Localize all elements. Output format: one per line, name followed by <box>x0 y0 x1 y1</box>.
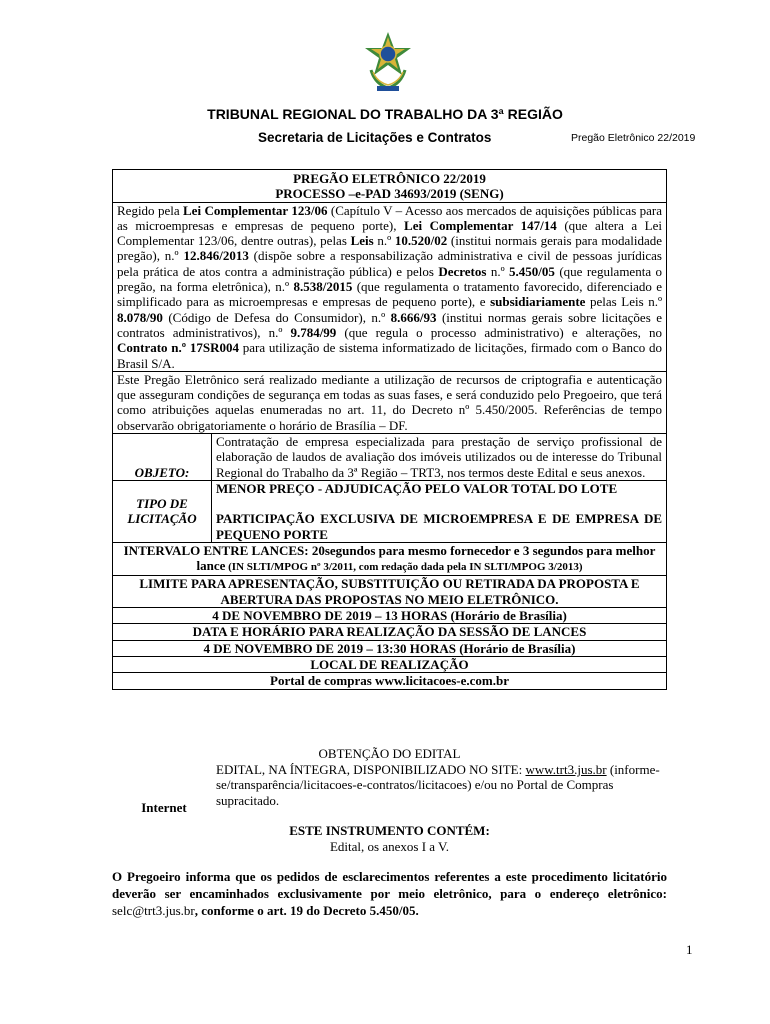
intervalo-text: INTERVALO ENTRE LANCES: 20segundos para mesmo fornecedor e 3 segundos para melhor lance <box>123 542 656 574</box>
regido-bold: subsidiariamente <box>490 294 586 310</box>
tipo-line1: MENOR PREÇO - ADJUDICAÇÃO PELO VALOR TOTAL DO LOTE <box>216 480 618 496</box>
aviso-paragraph <box>112 868 667 919</box>
edital-summary-table <box>112 169 667 690</box>
regido-text: pelas Leis n.º <box>585 294 663 310</box>
objeto-row <box>113 434 667 481</box>
edital-title-line2: PROCESSO –e-PAD 34693/2019 (SENG) <box>275 186 504 202</box>
regido-bold: Lei Complementar 123/06 <box>183 202 328 218</box>
court-name-heading: TRIBUNAL REGIONAL DO TRABALHO DA 3ª REGIÃO <box>207 106 563 122</box>
regido-row <box>113 202 667 371</box>
email-link[interactable]: selc@trt3.jus.br <box>112 903 195 918</box>
regido-text: (que regula o processo administrativo) e alterações, no <box>336 324 662 340</box>
obtencao-text-part: EDITAL, NA ÍNTEGRA, DISPONIBILIZADO NO SITE: <box>216 761 526 777</box>
regido-text: (dispõe sobre a responsabilização administrativa e civil de pessoas jurídicas pela prática de atos contra a administração pública) e pelos <box>117 248 662 279</box>
regido-bold: Leis <box>350 233 374 249</box>
regido-bold: Contrato n.º 17SR004 <box>117 340 239 356</box>
edital-title-cell <box>113 170 667 203</box>
tipo-row <box>113 480 667 542</box>
regido-bold: 8.538/2015 <box>293 279 353 295</box>
local-value-row <box>113 673 667 689</box>
intervalo-note: (IN SLTI/MPOG nº 3/2011, com redação dada pela IN SLTI/MPOG 3/2013) <box>225 561 583 574</box>
objeto-text: Contratação de empresa especializada para prestação de serviço profissional de elaboração de laudos de avaliação dos imóveis utilizados ou de interesse do Tribunal Regional do Trabalho da 3ª Região – TRT3, nos termos deste Edital e seus anexos. <box>212 434 667 481</box>
sessao-date: 4 DE NOVEMBRO DE 2019 – 13:30 HORAS (Horário de Brasília) <box>113 640 667 656</box>
aviso-text: , conforme o art. 19 do Decreto 5.450/05. <box>194 903 419 918</box>
regido-text: (Capítulo V – Acesso aos mercados de aquisições públicas para as microempresas e empresas de pequeno porte), <box>117 202 663 233</box>
regido-bold: 12.846/2013 <box>183 248 249 264</box>
regido-bold: 8.078/90 <box>117 309 163 325</box>
eletronico-row <box>113 371 667 433</box>
aviso-text: O Pregoeiro informa que os pedidos de esclarecimentos referentes a este procedimento licitatório deverão ser encaminhados exclusivamente por meio eletrônico, para o endereço eletrônico: <box>112 869 667 901</box>
regido-text: (institui normas gerais sobre licitações e contratos administrativos), n.º <box>117 309 662 340</box>
regido-text: n.º <box>373 233 395 249</box>
tipo-line2: PARTICIPAÇÃO EXCLUSIVA DE MICROEMPRESA E DE EMPRESA DE PEQUENO PORTE <box>216 511 662 542</box>
intervalo-cell <box>113 542 667 576</box>
regido-text: Regido pela <box>117 202 183 218</box>
page-number: 1 <box>686 942 693 957</box>
limite-row <box>113 576 667 608</box>
regido-text: (institui normais gerais para modalidade pregão), n.º <box>117 233 662 264</box>
tipo-value <box>212 480 667 542</box>
edital-title-line1: PREGÃO ELETRÔNICO 22/2019 <box>293 171 486 186</box>
regido-bold: 9.784/99 <box>290 324 337 340</box>
title-row <box>113 170 667 203</box>
regido-text: (que altera a Lei Complementar 123/06, dentre outras), pelas <box>117 217 663 249</box>
regido-text: para utilização de sistema informatizado de licitações, firmado com o Banco do Brasil S/A. <box>117 340 663 371</box>
objeto-label: OBJETO: <box>113 434 212 481</box>
brazil-coat-of-arms-emblem <box>363 30 413 94</box>
secretaria-heading: Secretaria de Licitações e Contratos <box>258 130 492 145</box>
regido-text: (que regulamenta o tratamento favorecido, diferenciado e simplificado para as microempresas e empresas de pequeno porte), e <box>117 279 662 310</box>
sessao-title-row <box>113 624 667 640</box>
regido-bold: 5.450/05 <box>509 263 555 279</box>
regido-bold: Lei Complementar 147/14 <box>404 217 557 233</box>
contem-text: Edital, os anexos I a V. <box>329 838 450 854</box>
regido-text: (Código de Defesa do Consumidor), n.º <box>162 309 391 325</box>
intervalo-row <box>113 542 667 576</box>
regido-bold: 10.520/02 <box>394 233 448 249</box>
tipo-label-line1: TIPO DE <box>136 496 188 512</box>
obtencao-section <box>112 746 667 815</box>
tipo-label <box>113 480 212 542</box>
local-value: Portal de compras www.licitacoes-e.com.br <box>113 673 667 689</box>
tipo-label-line2: LICITAÇÃO <box>127 511 197 527</box>
regido-cell <box>113 202 667 371</box>
trt3-site-link[interactable]: www.trt3.jus.br <box>525 761 607 777</box>
limite-date-row <box>113 608 667 624</box>
obtencao-text-part: (informe-se/transparência/licitacoes-e-contratos/licitacoes) e/ou no Portal de Compras supracitado. <box>216 761 660 808</box>
pregao-reference: Pregão Eletrônico 22/2019 <box>571 132 696 144</box>
local-title: LOCAL DE REALIZAÇÃO <box>113 656 667 672</box>
limite-text: LIMITE PARA APRESENTAÇÃO, SUBSTITUIÇÃO OU RETIRADA DA PROPOSTA E ABERTURA DAS PROPOSTAS NO MEIO ELETRÔNICO. <box>113 576 667 608</box>
obtencao-title: OBTENÇÃO DO EDITAL <box>318 746 461 761</box>
regido-bold: Decretos <box>438 263 487 279</box>
obtencao-text <box>216 762 667 816</box>
contem-section <box>112 823 667 854</box>
regido-text: (que regulamenta o pregão, na forma eletrônica), n.º <box>117 263 663 295</box>
limite-date: 4 DE NOVEMBRO DE 2019 – 13 HORAS (Horário de Brasília) <box>113 608 667 624</box>
contem-title: ESTE INSTRUMENTO CONTÉM: <box>289 823 490 838</box>
internet-label: Internet <box>141 799 187 815</box>
sessao-title: DATA E HORÁRIO PARA REALIZAÇÃO DA SESSÃO DE LANCES <box>113 624 667 640</box>
regido-text: n.º <box>486 263 510 279</box>
regido-bold: 8.666/93 <box>390 309 437 325</box>
eletronico-text: Este Pregão Eletrônico será realizado mediante a utilização de recursos de criptografia e autenticação que asseguram condições de segurança em todas as suas fases, e será conduzido pelo Pregoeiro, que terá como atribuições aquelas enumeradas no art. 11, do Decreto nº 5.450/2005. Referências de tempo observarão obrigatoriamente o horário de Brasília – DF. <box>113 371 667 433</box>
sessao-date-row <box>113 640 667 656</box>
local-title-row <box>113 656 667 672</box>
